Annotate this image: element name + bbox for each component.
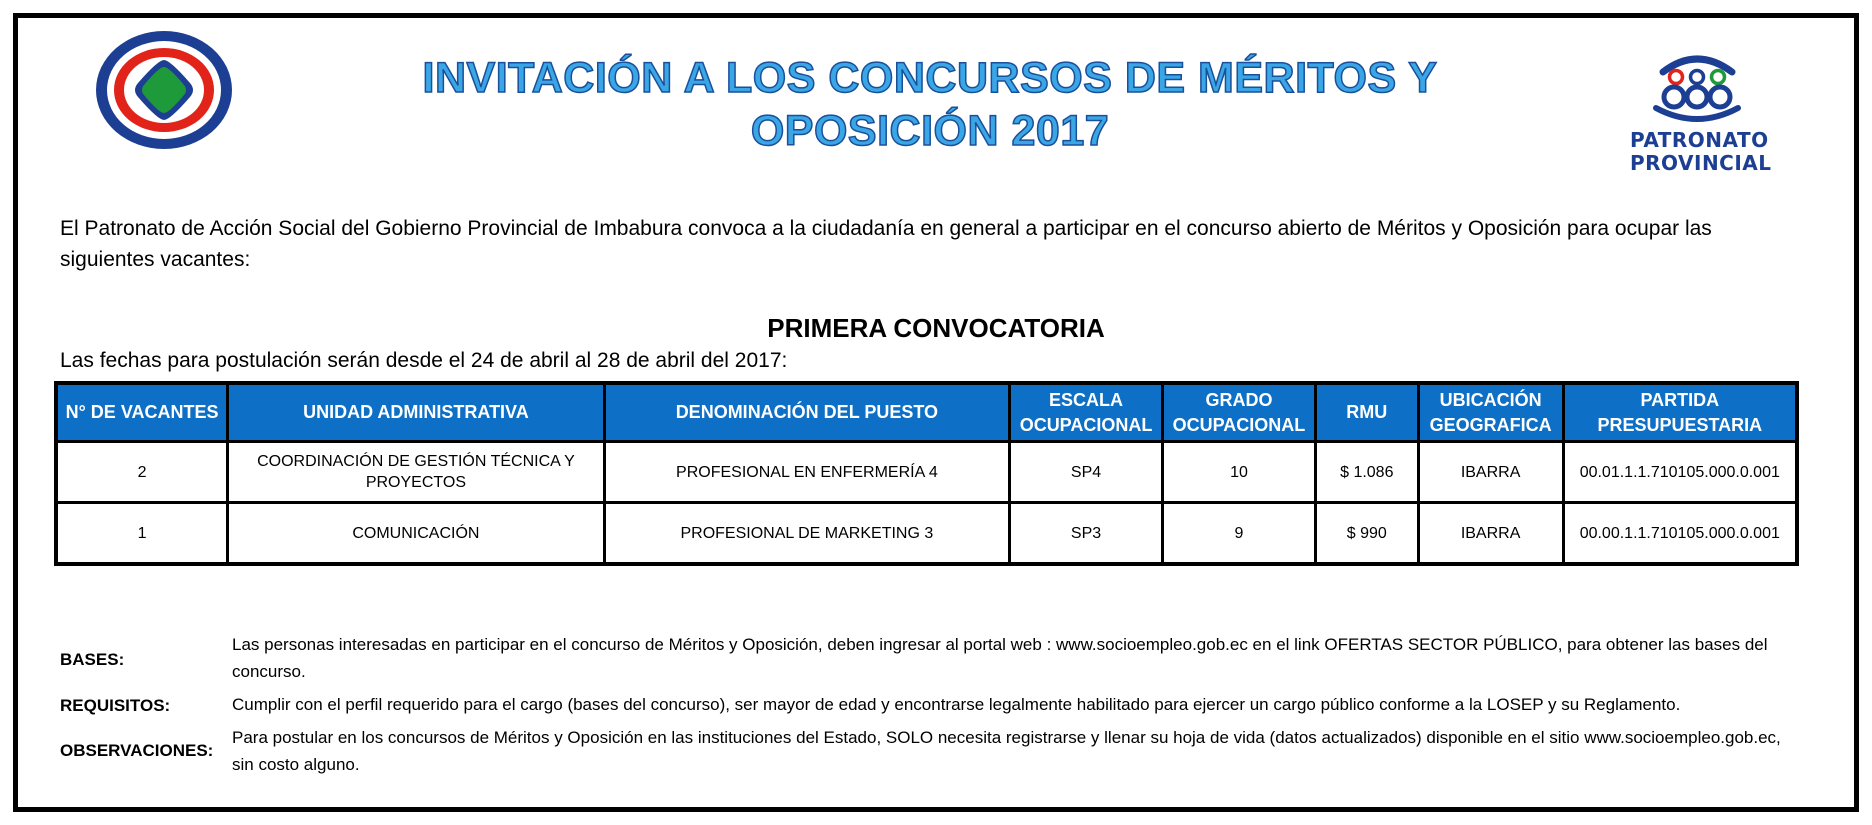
header-grado-ocupacional: GRADO OCUPACIONAL — [1163, 383, 1316, 442]
postulacion-dates: Las fechas para postulación serán desde el 24 de abril al 28 de abril del 2017: — [60, 349, 788, 372]
page-title-line-1: INVITACIÓN A LOS CONCURSOS DE MÉRITOS Y — [422, 54, 1438, 102]
observaciones-label: OBSERVACIONES: — [60, 741, 214, 760]
page-title-line-2: OPOSICIÓN 2017 — [750, 107, 1110, 155]
table-row — [56, 503, 1797, 565]
cell-partida: 00.01.1.1.710105.000.0.001 — [1563, 442, 1797, 503]
patronato-figures-icon — [1630, 50, 1765, 130]
header-partida-presupuestaria: PARTIDA PRESUPUESTARIA — [1563, 383, 1797, 442]
table-header-row — [56, 383, 1797, 442]
cell-puesto: PROFESIONAL EN ENFERMERÍA 4 — [604, 442, 1009, 503]
imbabura-logo — [95, 30, 233, 150]
cell-ubicacion: IBARRA — [1418, 442, 1563, 503]
cell-vacantes: 1 — [56, 503, 228, 565]
patronato-logo-text-2: PROVINCIAL — [1630, 151, 1772, 175]
observaciones-text: Para postular en los concursos de Méritos y Oposición en las instituciones del Estado, SOLO necesita registrarse y llenar su hoja de vida (datos actualizados) disponible en el sitio www.socioempleo.gob.ec, sin costo alguno. — [232, 728, 1781, 774]
header-unidad-administrativa: UNIDAD ADMINISTRATIVA — [228, 383, 605, 442]
cell-escala: SP3 — [1010, 503, 1163, 565]
cell-ubicacion: IBARRA — [1418, 503, 1563, 565]
cell-partida: 00.00.1.1.710105.000.0.001 — [1563, 503, 1797, 565]
cell-puesto: PROFESIONAL DE MARKETING 3 — [604, 503, 1009, 565]
cell-rmu: $ 990 — [1315, 503, 1418, 565]
page-title — [300, 52, 1560, 158]
cell-grado: 9 — [1163, 503, 1316, 565]
header-n-vacantes: N° DE VACANTES — [56, 383, 228, 442]
header-denominacion-puesto: DENOMINACIÓN DEL PUESTO — [604, 383, 1009, 442]
header-ubicacion-geografica: UBICACIÓN GEOGRAFICA — [1418, 383, 1563, 442]
patronato-logo-text-1: PATRONATO — [1630, 128, 1769, 152]
cell-vacantes: 2 — [56, 442, 228, 503]
cell-unidad: COORDINACIÓN DE GESTIÓN TÉCNICA Y PROYECTOS — [228, 442, 605, 503]
cell-rmu: $ 1.086 — [1315, 442, 1418, 503]
cell-grado: 10 — [1163, 442, 1316, 503]
requisitos-text: Cumplir con el perfil requerido para el cargo (bases del concurso), ser mayor de edad y encontrarse legalmente habilitado para ejercer un cargo público conforme a la LOSEP y su Reglamento. — [232, 695, 1681, 714]
intro-paragraph: El Patronato de Acción Social del Gobierno Provincial de Imbabura convoca a la ciudadanía en general a participar en el concurso abierto de Méritos y Oposición para ocupar las siguientes vacantes: — [60, 217, 1712, 271]
header-escala-ocupacional: ESCALA OCUPACIONAL — [1010, 383, 1163, 442]
bases-label: BASES: — [60, 650, 125, 669]
patronato-logo — [1630, 50, 1772, 180]
cell-escala: SP4 — [1010, 442, 1163, 503]
vacancies-table — [54, 381, 1799, 566]
header-rmu: RMU — [1315, 383, 1418, 442]
convocatoria-title: PRIMERA CONVOCATORIA — [767, 313, 1105, 343]
requisitos-label: REQUISITOS: — [60, 696, 171, 715]
cell-unidad: COMUNICACIÓN — [228, 503, 605, 565]
table-row — [56, 442, 1797, 503]
bases-text: Las personas interesadas en participar en el concurso de Méritos y Oposición, deben ingresar al portal web : www.socioempleo.gob.ec en el link OFERTAS SECTOR PÚBLICO, para obtener las bases del concurso. — [232, 635, 1768, 681]
